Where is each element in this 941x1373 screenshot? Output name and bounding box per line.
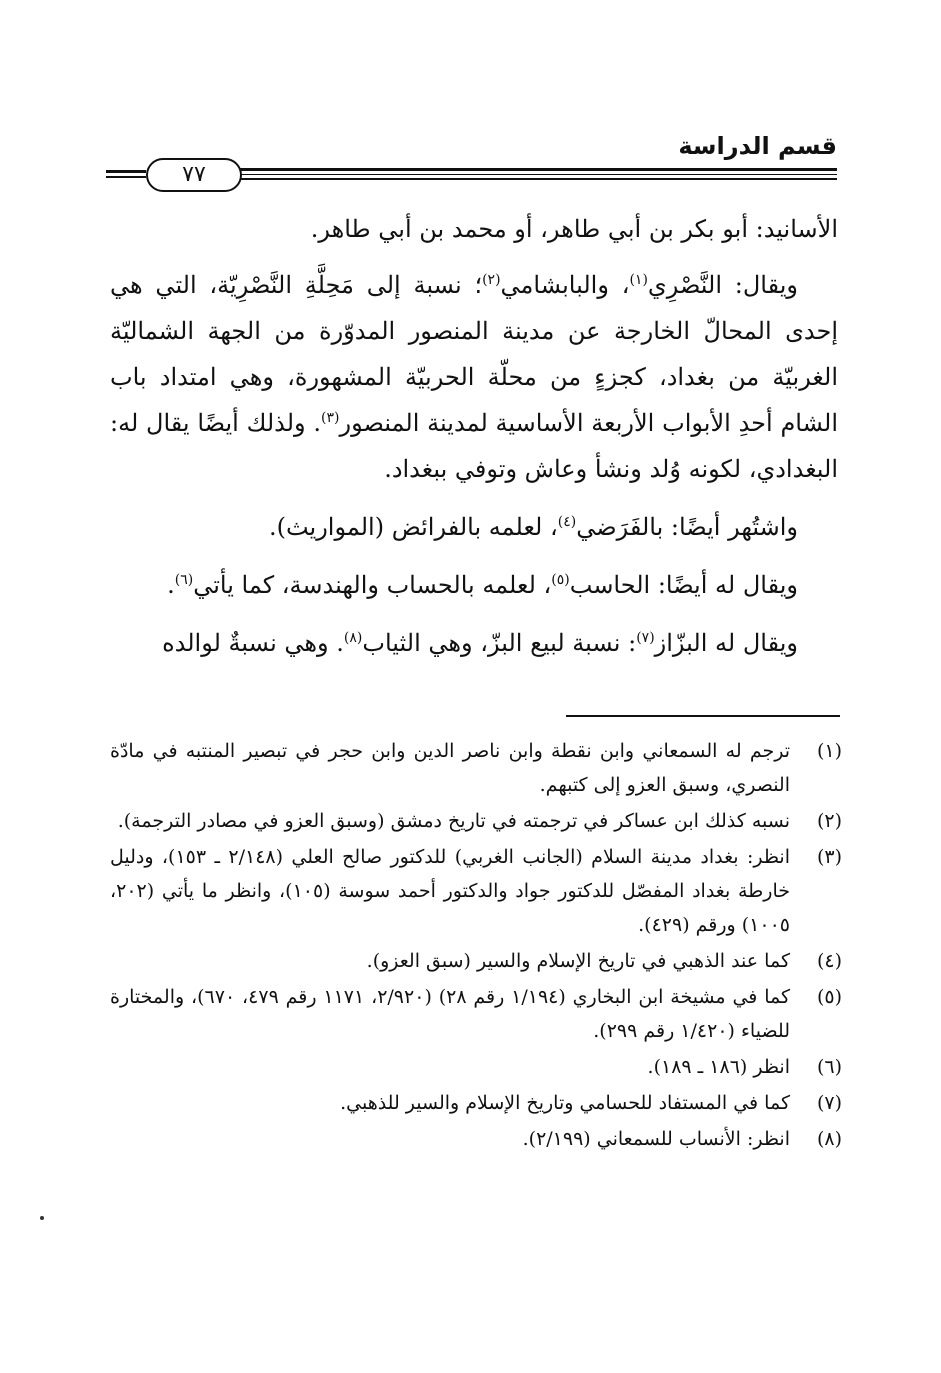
footnote-text: كما عند الذهبي في تاريخ الإسلام والسير (سبق العزو). (366, 950, 790, 972)
footnote-number: (١) (816, 740, 842, 762)
footnote-ref[interactable]: (٣) (321, 410, 340, 426)
paragraph-2 (110, 262, 838, 492)
footnote-1 (110, 734, 842, 802)
paragraph-text: . وهي نسبةٌ لوالده (162, 629, 344, 657)
footnote-number: (٨) (816, 1128, 842, 1150)
paragraph-text: الأسانيد: أبو بكر بن أبي طاهر، أو محمد بن أبي طاهر. (310, 215, 838, 243)
footnote-text: كما في المستفاد للحسامي وتاريخ الإسلام والسير للذهبي. (340, 1092, 790, 1114)
footnote-text: انظر (١٨٦ ـ ١٨٩). (647, 1056, 790, 1078)
footnote-ref[interactable]: (٦) (174, 572, 194, 588)
footnote-ref[interactable]: (١) (629, 272, 648, 288)
footnote-8 (110, 1122, 842, 1156)
footnote-3 (110, 840, 842, 942)
paragraph-text: . ولذلك أيضًا يقال له: البغدادي، لكونه وُلد ونشأ وعاش وتوفي ببغداد. (110, 409, 838, 483)
footnote-separator (566, 715, 840, 717)
footnote-ref[interactable]: (٨) (343, 630, 363, 646)
paragraph-4 (110, 562, 838, 608)
footnote-text: كما في مشيخة ابن البخاري (١/١٩٤ رقم ٢٨) (٢/٩٢٠، ١١٧١ رقم ٤٧٩، ٦٧٠)، والمختارة للضياء (١/٤٢٠ رقم ٢٩٩). (110, 986, 791, 1042)
footnote-text: انظر: الأنساب للسمعاني (٢/١٩٩). (522, 1128, 790, 1150)
footnote-2 (110, 804, 842, 838)
main-text (110, 206, 838, 678)
paragraph-text: ؛ نسبة إلى مَحِلَّةِ النَّصْرِيّة، التي هي إحدى المحالّ الخارجة عن مدينة المنصور المدوّرة من الجهة الشماليّة الغربيّة من بغداد، كجزءٍ من محلّة الحربيّة المشهورة، وهي امتداد باب الشام أحدِ الأبواب الأربعة الأساسية لمدينة المنصور (110, 271, 839, 437)
paragraph-1 (110, 206, 838, 252)
paragraph-text: ويقال له البزّاز (654, 629, 798, 657)
footnote-text: انظر: بغداد مدينة السلام (الجانب الغربي) للدكتور صالح العلي (٢/١٤٨ ـ ١٥٣)، ودليل خارطة بغداد المفصّل للدكتور جواد والدكتور أحمد سوسة (١٠٥)، وانظر ما يأتي (٢٠٢، ١٠٠٥) ورقم (٤٢٩). (110, 846, 790, 936)
footnote-ref[interactable]: (٥) (551, 572, 570, 588)
paragraph-text: ، لعلمه بالحساب والهندسة، كما يأتي (193, 571, 552, 599)
paragraph-text: : نسبة لبيع البزّ، وهي الثياب (362, 629, 637, 657)
footnote-number: (٧) (816, 1092, 842, 1114)
footnote-text: نسبه كذلك ابن عساكر في ترجمته في تاريخ دمشق (وسبق العزو في مصادر الترجمة). (117, 810, 790, 832)
footnote-number: (٤) (816, 950, 842, 972)
footnote-4 (110, 944, 842, 978)
section-title: قسم الدراسة (678, 132, 837, 160)
page-number: ٧٧ (146, 158, 242, 192)
header-rule (240, 168, 837, 180)
footnotes (110, 734, 842, 1158)
paragraph-5 (110, 620, 838, 666)
footnote-6 (110, 1050, 842, 1084)
footnote-ref[interactable]: (٤) (557, 514, 577, 530)
paragraph-text: واشتُهر أيضًا: بالفَرَضي (576, 513, 798, 541)
footnote-ref[interactable]: (٧) (636, 630, 655, 646)
paragraph-text: . (167, 571, 175, 599)
footnote-7 (110, 1086, 842, 1120)
footnote-number: (٥) (816, 986, 842, 1008)
footnote-ref[interactable]: (٢) (482, 272, 501, 288)
footnote-number: (٢) (816, 810, 842, 832)
header-rule-left (106, 170, 146, 178)
footnote-text: ترجم له السمعاني وابن نقطة وابن ناصر الدين وابن حجر في تبصير المنتبه في مادّة النصري، وسبق العزو إلى كتبهم. (110, 740, 790, 796)
footnote-number: (٣) (816, 846, 842, 868)
paragraph-3 (110, 504, 838, 550)
scan-speck (40, 1216, 44, 1220)
footnote-5 (110, 980, 842, 1048)
paragraph-text: ، لعلمه بالفرائض (المواريث). (268, 513, 558, 541)
paragraph-text: ويقال له أيضًا: الحاسب (569, 571, 798, 599)
paragraph-text: ويقال: النَّصْرِي (647, 271, 799, 299)
paragraph-text: ، والبابشامي (500, 271, 630, 299)
footnote-number: (٦) (816, 1056, 842, 1078)
